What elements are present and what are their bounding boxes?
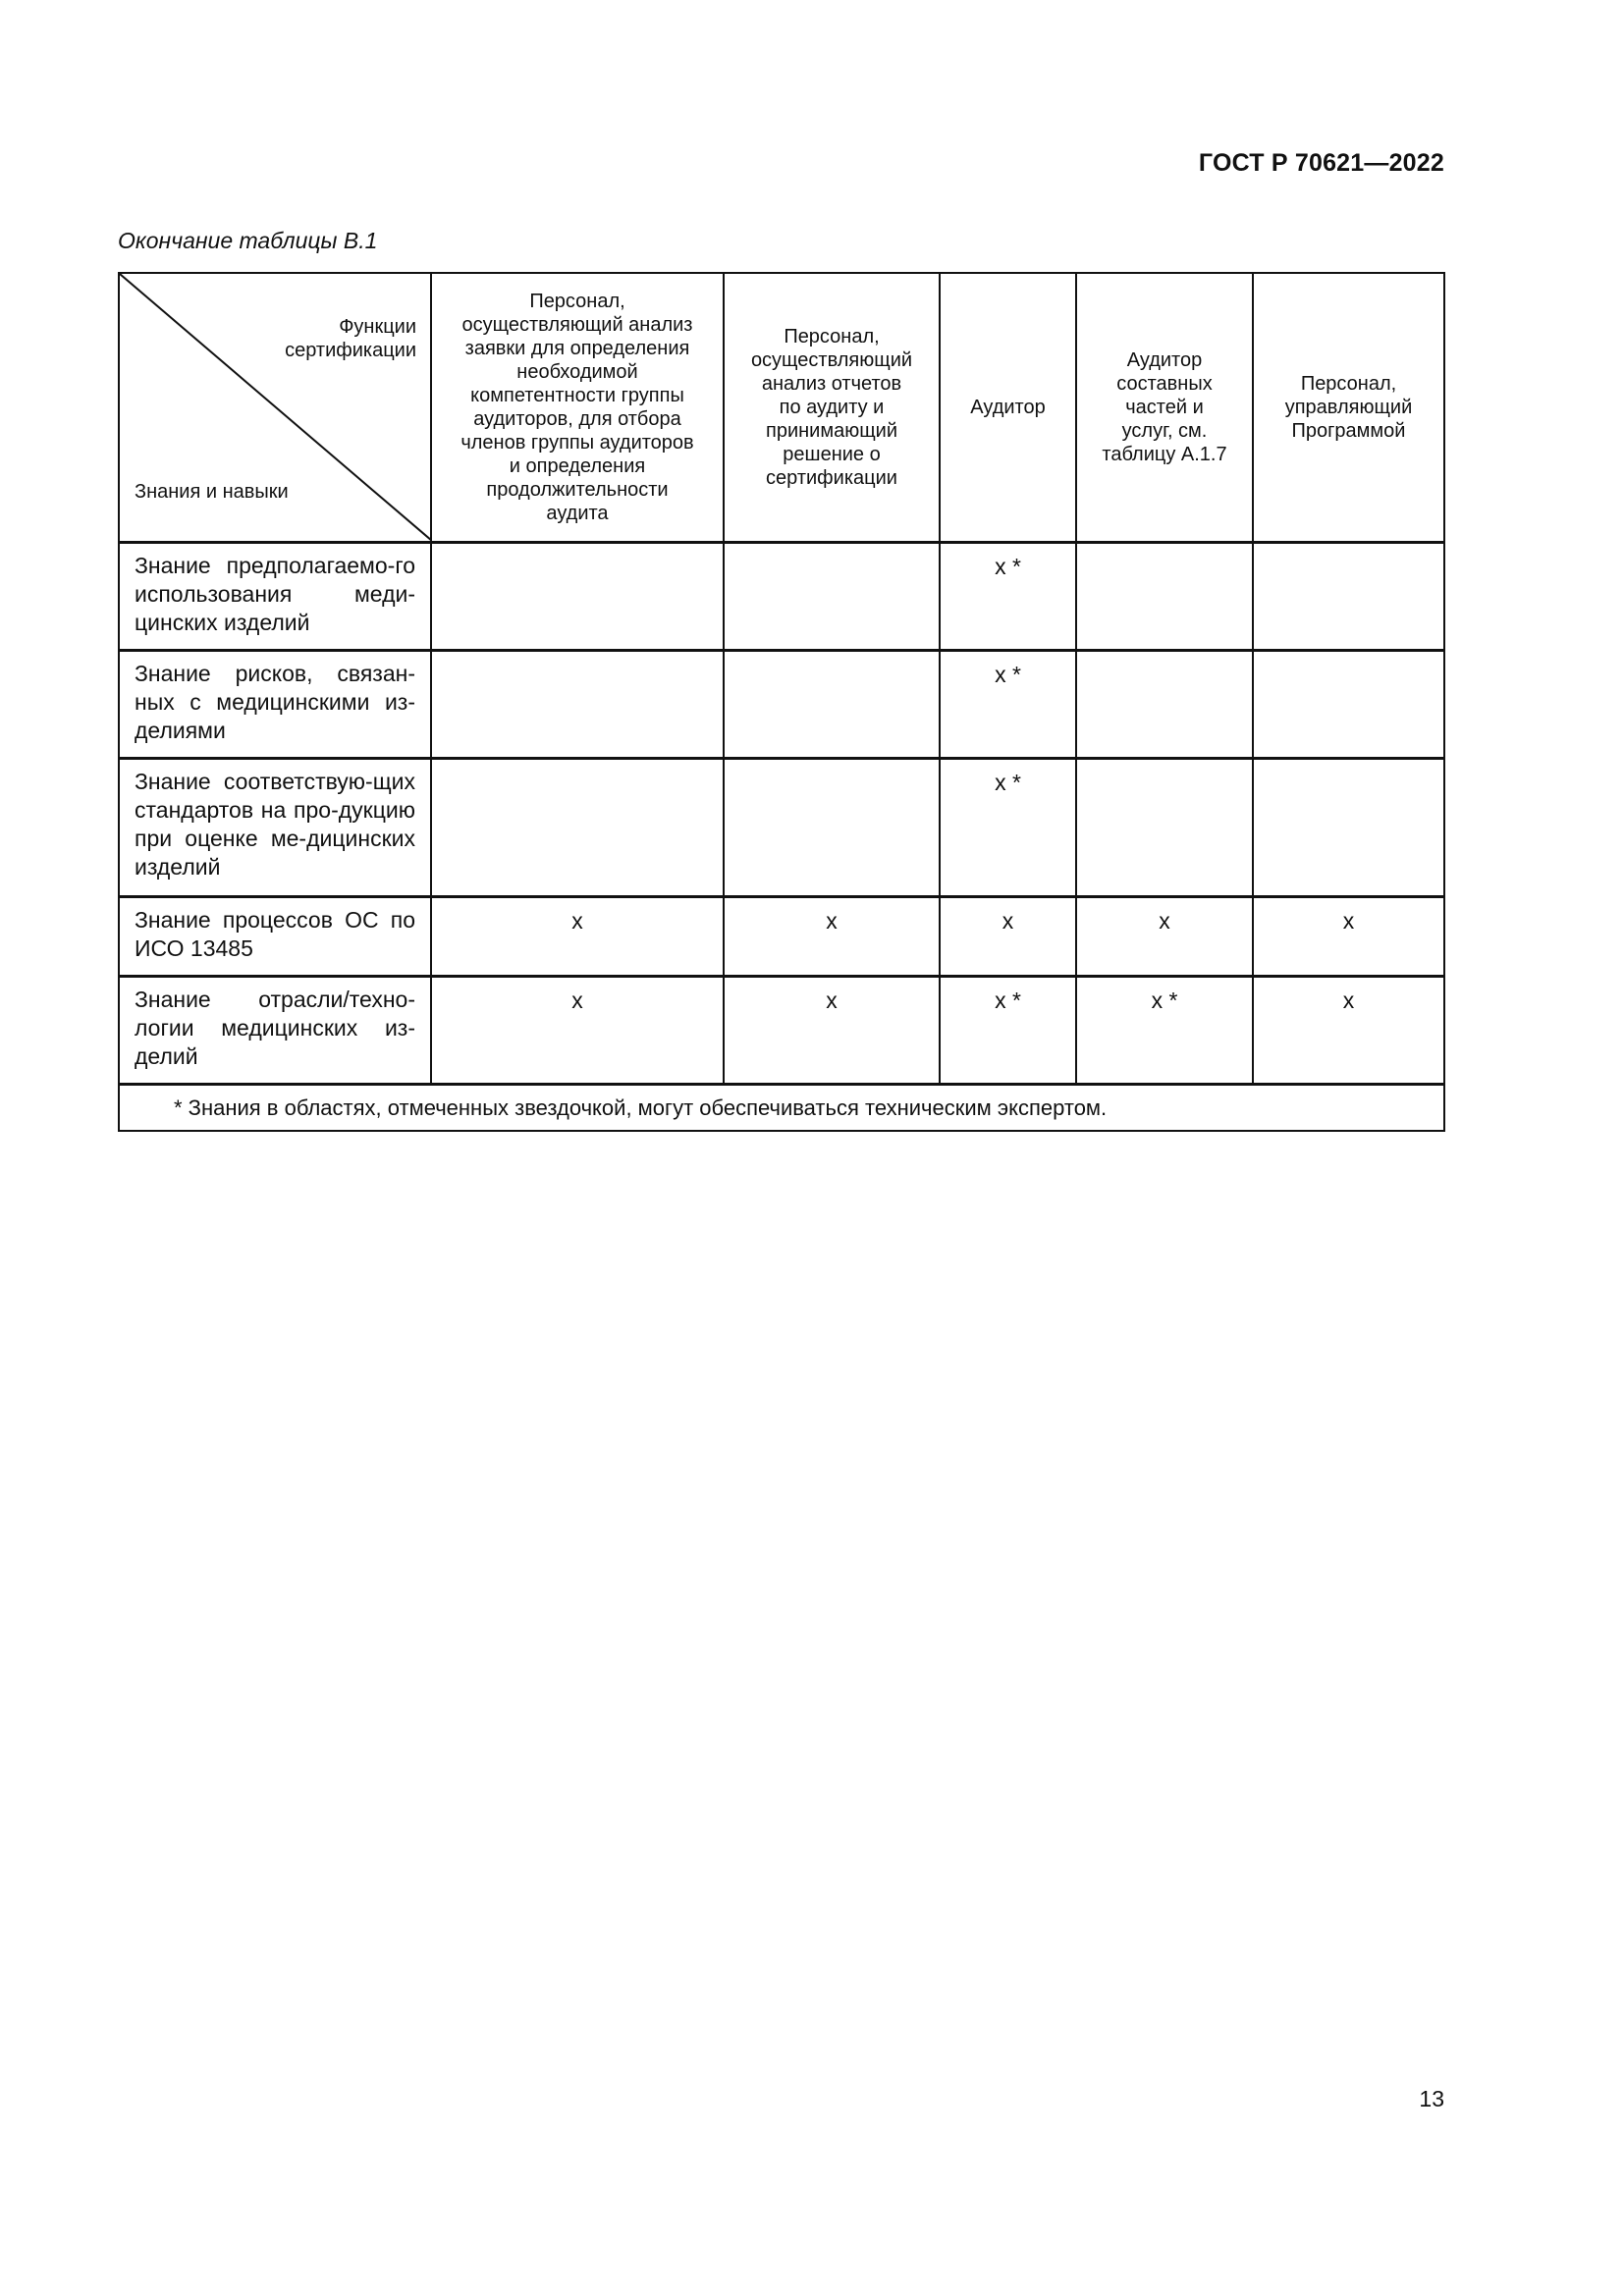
cell-mark: x <box>431 977 724 1085</box>
cell-mark <box>431 759 724 897</box>
table-row <box>119 543 1444 651</box>
cell-mark <box>1253 543 1444 651</box>
row-label: Знание соответствую-щих стандартов на про-дукцию при оценке ме-дицинских изделий <box>119 759 431 897</box>
column-header: Персонал, осуществляющий анализ отчетов по аудиту и принимающий решение о сертификации <box>724 273 940 543</box>
table-footnote: * Знания в областях, отмеченных звездочкой, могут обеспечиваться техническим экспертом. <box>119 1085 1444 1132</box>
cell-mark: x * <box>1076 977 1253 1085</box>
cell-mark <box>1253 759 1444 897</box>
column-header: Персонал, осуществляющий анализ заявки для определения необходимой компетентности группы аудиторов, для отбора членов группы аудиторов и определения продолжительности аудита <box>431 273 724 543</box>
column-header: Аудитор <box>940 273 1076 543</box>
cell-mark: x * <box>940 759 1076 897</box>
row-label: Знание предполагаемо-го использования меди-цинских изделий <box>119 543 431 651</box>
row-label: Знание рисков, связан-ных с медицинскими из-делиями <box>119 651 431 759</box>
page-number: 13 <box>1419 2086 1444 2111</box>
table-row <box>119 759 1444 897</box>
cell-mark: x * <box>940 651 1076 759</box>
column-header: Персонал, управляющий Программой <box>1253 273 1444 543</box>
corner-cell <box>119 273 431 543</box>
cell-mark <box>724 651 940 759</box>
cell-mark: x <box>1253 897 1444 977</box>
cell-mark: x * <box>940 977 1076 1085</box>
corner-label-knowledge: Знания и навыки <box>135 481 289 503</box>
row-label: Знание процессов ОС по ИСО 13485 <box>119 897 431 977</box>
cell-mark <box>431 651 724 759</box>
cell-mark: x <box>431 897 724 977</box>
table-row <box>119 977 1444 1085</box>
footnote-row <box>119 1085 1444 1132</box>
row-label: Знание отрасли/техно-логии медицинских из-делий <box>119 977 431 1085</box>
competence-table <box>118 272 1445 1132</box>
cell-mark <box>1076 759 1253 897</box>
cell-mark: x <box>1076 897 1253 977</box>
cell-mark <box>1076 543 1253 651</box>
cell-mark: x * <box>940 543 1076 651</box>
cell-mark <box>1253 651 1444 759</box>
cell-mark <box>431 543 724 651</box>
cell-mark <box>724 759 940 897</box>
cell-mark: x <box>1253 977 1444 1085</box>
cell-mark: x <box>940 897 1076 977</box>
cell-mark: x <box>724 897 940 977</box>
table-row <box>119 651 1444 759</box>
table-header-row <box>119 273 1444 543</box>
cell-mark <box>724 543 940 651</box>
corner-label-functions: Функции сертификации <box>285 316 416 361</box>
cell-mark: x <box>724 977 940 1085</box>
table-row <box>119 897 1444 977</box>
column-header: Аудитор составных частей и услуг, см. таблицу А.1.7 <box>1076 273 1253 543</box>
table-caption: Окончание таблицы В.1 <box>118 228 378 253</box>
cell-mark <box>1076 651 1253 759</box>
document-code: ГОСТ Р 70621—2022 <box>1198 149 1444 177</box>
